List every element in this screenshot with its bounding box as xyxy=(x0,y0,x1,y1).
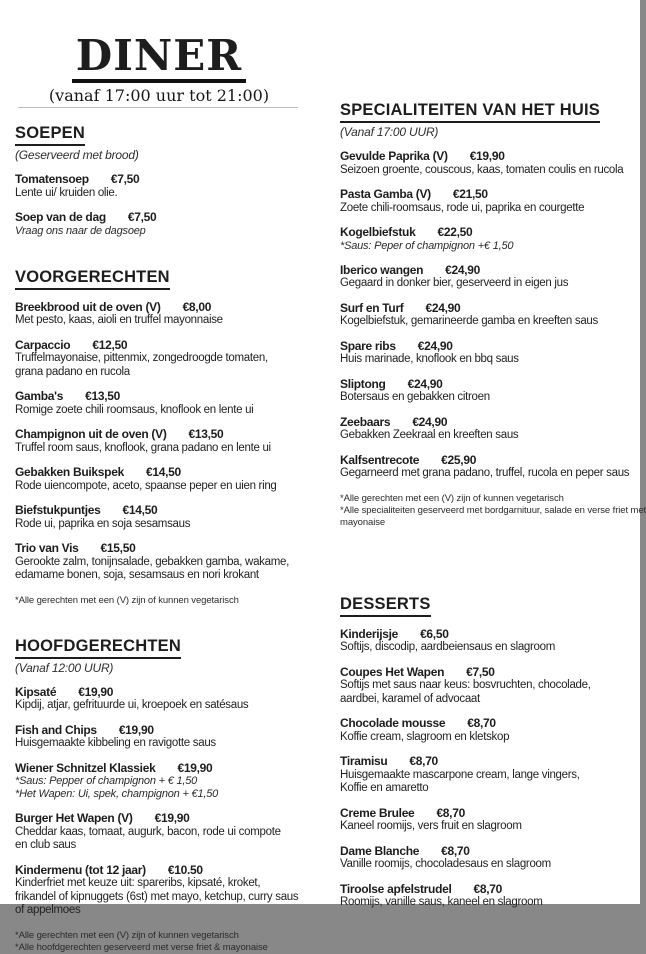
item-title-line xyxy=(15,504,315,518)
menu-item xyxy=(340,666,640,707)
section-heading-text: DESSERTS xyxy=(340,595,431,617)
menu-item xyxy=(340,150,640,177)
item-price: €7,50 xyxy=(127,210,157,224)
item-price: €19,90 xyxy=(177,760,213,775)
item-description-line: Botersaus en gebakken citroen xyxy=(340,391,490,403)
menu-item xyxy=(340,628,640,655)
section-items xyxy=(15,686,315,918)
section-footnote-line: *Alle specialiteiten geserveerd met bordgarnituur, salade en verse friet met xyxy=(340,504,646,516)
item-title-line xyxy=(340,666,640,680)
item-title-line xyxy=(15,864,315,878)
item-title-line xyxy=(340,378,640,392)
item-price: €24,90 xyxy=(417,338,453,353)
item-description-line: Rode uiencompote, aceto, spaanse peper en uien ring xyxy=(15,479,277,492)
menu-section-specialiteiten-van-het-huis xyxy=(340,101,646,529)
menu-item xyxy=(15,466,315,493)
menu-item xyxy=(340,188,640,215)
item-price: €22,50 xyxy=(437,225,473,239)
menu-item xyxy=(340,378,640,405)
item-description-line: Softijs met saus naar keus: bosvruchten, chocolade, xyxy=(340,679,591,691)
item-description-line: Seizoen groente, couscous, kaas, tomaten coulis en rucola xyxy=(340,163,624,176)
item-name: Burger Het Wapen (V) xyxy=(15,811,133,825)
menu-item xyxy=(15,390,315,417)
item-description xyxy=(340,769,640,796)
item-price: €19,90 xyxy=(118,722,154,737)
item-price: €19,90 xyxy=(469,149,505,163)
menu-section-hoofdgerechten xyxy=(15,637,315,954)
item-description-line: of appelmoes xyxy=(15,904,81,916)
item-title-line xyxy=(15,173,315,187)
item-name: Chocolade mousse xyxy=(340,716,446,730)
item-description xyxy=(15,187,315,201)
item-description xyxy=(15,775,315,801)
menu-item xyxy=(15,301,315,328)
item-price: €10.50 xyxy=(167,862,203,877)
menu-item xyxy=(15,339,315,380)
item-note-line: *Saus: Peper of champignon +€ 1,50 xyxy=(340,239,514,252)
section-footnote-line: mayonaise xyxy=(340,516,386,528)
menu-item xyxy=(15,504,315,531)
item-description xyxy=(340,896,640,910)
item-title-line xyxy=(340,302,640,316)
item-title-line xyxy=(340,226,640,240)
page-subtitle: (vanaf 17:00 uur tot 21:00) xyxy=(48,86,270,106)
item-name: Gamba's xyxy=(15,389,64,403)
item-description-line: Kaneel roomijs, vers fruit en slagroom xyxy=(340,820,522,832)
item-description xyxy=(15,352,315,379)
item-name: Biefstukpuntjes xyxy=(15,503,101,517)
section-heading-text: VOORGERECHTEN xyxy=(15,268,170,290)
menu-item xyxy=(340,416,640,443)
menu-item xyxy=(15,724,315,751)
item-price: €8,70 xyxy=(473,881,503,896)
item-description-line: grana padano en rucola xyxy=(15,365,130,378)
item-price: €7,50 xyxy=(466,664,495,679)
item-description-line: Rode ui, paprika en soja sesamsaus xyxy=(15,517,191,530)
item-price: €19,90 xyxy=(78,684,114,699)
item-description-line: Roomijs, vanille saus, kaneel en slagroom xyxy=(340,896,543,908)
menu-item xyxy=(15,864,315,918)
item-title-line xyxy=(340,188,640,202)
item-price: €21,50 xyxy=(452,187,488,201)
item-description-line: edamame bonen, soja, sesamsaus en nori krokant xyxy=(15,569,259,581)
section-items xyxy=(15,301,315,583)
item-description-line: Huis marinade, knoflook en bbq saus xyxy=(340,353,519,365)
item-price: €25,90 xyxy=(441,452,477,467)
section-heading-text: SPECIALITEITEN VAN HET HUIS xyxy=(340,101,600,123)
item-name: Kindermenu (tot 12 jaar) xyxy=(15,862,146,877)
item-price: €8,70 xyxy=(409,754,438,768)
item-description xyxy=(15,225,315,238)
section-items xyxy=(340,150,640,481)
item-description-line: Cheddar kaas, tomaat, augurk, bacon, rode ui compote xyxy=(15,825,281,838)
item-price: €14,50 xyxy=(122,503,158,517)
item-title-line xyxy=(340,340,640,354)
page-title: DINER xyxy=(72,34,246,83)
item-title-line xyxy=(15,762,315,776)
item-name: Tiroolse apfelstrudel xyxy=(340,881,452,896)
section-subheading: (Geserveerd met brood) xyxy=(15,148,139,162)
section-heading-text: HOOFDGERECHTEN xyxy=(15,637,181,659)
item-name: Carpaccio xyxy=(15,337,71,352)
menu-item xyxy=(15,542,315,583)
item-description-line: Gegarneerd met grana padano, truffel, rucola en peper saus xyxy=(340,467,630,479)
item-description xyxy=(340,202,640,216)
item-description xyxy=(340,315,640,329)
item-name: Tomatensoep xyxy=(15,172,89,186)
item-price: €24,90 xyxy=(445,262,481,277)
item-note-line: Vraag ons naar de dagsoep xyxy=(15,224,146,237)
item-description xyxy=(340,164,640,178)
item-price: €6,50 xyxy=(420,626,449,641)
menu-section-desserts xyxy=(340,595,640,910)
item-price: €8,00 xyxy=(182,299,212,314)
item-note-line: *Saus: Pepper of champignon + € 1,50 xyxy=(15,775,198,787)
item-name: Iberico wangen xyxy=(340,262,424,277)
item-price: €8,70 xyxy=(441,843,470,858)
item-name: Spare ribs xyxy=(340,338,396,353)
item-description xyxy=(15,699,315,713)
item-name: Gevulde Paprika (V) xyxy=(340,149,448,163)
item-title-line xyxy=(340,628,640,642)
section-footnotes xyxy=(15,930,315,954)
item-price: €24,90 xyxy=(407,376,443,391)
menu-item xyxy=(15,428,315,455)
menu-item xyxy=(340,226,640,253)
item-description-line: aardbei, karamel of advocaat xyxy=(340,692,480,705)
menu-item xyxy=(340,302,640,329)
item-name: Surf en Turf xyxy=(340,300,404,315)
section-heading xyxy=(340,101,640,123)
item-price: €8,70 xyxy=(436,805,465,820)
section-subheading: (Vanaf 12:00 UUR) xyxy=(15,660,114,675)
item-name: Zeebaars xyxy=(340,414,391,429)
item-name: Soep van de dag xyxy=(15,210,106,224)
item-description-line: Lente ui/ kruiden olie. xyxy=(15,186,118,199)
item-description xyxy=(15,314,315,328)
menu-item xyxy=(15,762,315,802)
item-name: Wiener Schnitzel Klassiek xyxy=(15,760,156,775)
item-description-line: Huisgemaakte kibbeling en ravigotte saus xyxy=(15,737,216,749)
section-heading-text: SOEPEN xyxy=(15,124,85,146)
right-column xyxy=(340,101,646,910)
item-price: €13,50 xyxy=(85,389,121,403)
menu-item xyxy=(340,264,640,291)
menu-item xyxy=(15,812,315,853)
item-title-line xyxy=(15,466,315,480)
item-title-line xyxy=(15,724,315,738)
item-name: Champignon uit de oven (V) xyxy=(15,427,167,441)
menu-item xyxy=(15,211,315,238)
section-footnotes xyxy=(340,492,646,529)
item-title-line xyxy=(340,454,640,468)
item-description xyxy=(340,277,640,291)
item-name: Tiramisu xyxy=(340,754,388,768)
item-description-line: Gerookte zalm, tonijnsalade, gebakken gamba, wakame, xyxy=(15,555,289,568)
item-description xyxy=(15,737,315,751)
item-description-line: Gegaard in donker bier, geserveerd in eigen jus xyxy=(340,277,569,289)
item-title-line xyxy=(15,542,315,556)
item-name: Gebakken Buikspek xyxy=(15,465,124,479)
item-description xyxy=(340,731,640,745)
item-description-line: Romige zoete chili roomsaus, knoflook en lente ui xyxy=(15,403,254,416)
section-footnote-line: *Alle gerechten met een (V) zijn of kunnen vegetarisch xyxy=(15,929,239,941)
menu-item xyxy=(340,755,640,796)
menu-item xyxy=(15,686,315,713)
item-description xyxy=(340,679,640,706)
item-description xyxy=(340,858,640,872)
item-title-line xyxy=(15,339,315,353)
section-heading xyxy=(15,124,315,146)
item-description-line: Zoete chili-roomsaus, rode ui, paprika en courgette xyxy=(340,201,585,214)
item-name: Kogelbiefstuk xyxy=(340,225,416,239)
item-name: Creme Brulee xyxy=(340,805,415,820)
item-price: €7,50 xyxy=(110,172,140,186)
item-name: Kinderijsje xyxy=(340,626,399,641)
section-heading xyxy=(15,637,315,659)
item-description-line: Truffelmayonaise, pittenmix, zongedroogde tomaten, xyxy=(15,352,268,364)
section-subheading: (Vanaf 17:00 UUR) xyxy=(340,125,439,139)
item-title-line xyxy=(15,390,315,404)
item-title-line xyxy=(15,301,315,315)
item-description xyxy=(340,353,640,367)
item-title-line xyxy=(340,150,640,164)
item-description-line: Vanille roomijs, chocoladesaus en slagroom xyxy=(340,858,551,870)
item-description xyxy=(15,877,315,918)
section-heading xyxy=(15,268,315,290)
item-title-line xyxy=(340,807,640,821)
item-title-line xyxy=(15,428,315,442)
item-description-line: Kinderfriet met keuze uit: spareribs, kipsaté, kroket, xyxy=(15,877,261,889)
item-name: Trio van Vis xyxy=(15,541,79,555)
section-footnote-line: *Alle gerechten met een (V) zijn of kunnen vegetarisch xyxy=(340,492,564,504)
item-description-line: Softijs, discodip, aardbeiensaus en slagroom xyxy=(340,641,556,653)
item-description xyxy=(15,480,315,494)
item-description xyxy=(15,556,315,583)
item-price: €24,90 xyxy=(412,414,448,429)
menu-item xyxy=(340,807,640,834)
item-name: Fish and Chips xyxy=(15,722,97,737)
item-title-line xyxy=(340,883,640,897)
menu-section-voorgerechten xyxy=(15,268,315,607)
item-description xyxy=(15,518,315,532)
item-title-line xyxy=(340,416,640,430)
item-name: Pasta Gamba (V) xyxy=(340,187,431,201)
item-description-line: Truffel room saus, knoflook, grana padano en lente ui xyxy=(15,441,271,454)
item-description-line: Kogelbiefstuk, gemarineerde gamba en kreeften saus xyxy=(340,315,598,327)
item-description xyxy=(340,429,640,443)
item-description xyxy=(340,240,640,253)
item-description xyxy=(340,391,640,405)
item-title-line xyxy=(15,211,315,225)
item-title-line xyxy=(15,812,315,826)
item-name: Sliptong xyxy=(340,376,386,391)
item-description xyxy=(15,404,315,418)
item-name: Dame Blanche xyxy=(340,843,420,858)
item-note-line: *Het Wapen: Ui, spek, champignon + €1,50 xyxy=(15,788,219,800)
item-description-line: Met pesto, kaas, aioli en truffel mayonnaise xyxy=(15,314,223,326)
item-name: Kipsaté xyxy=(15,684,57,699)
section-heading xyxy=(340,595,640,617)
section-footnote-line: *Alle hoofdgerechten geserveerd met verse friet & mayonaise xyxy=(15,941,268,953)
item-description xyxy=(340,467,640,481)
section-items xyxy=(15,173,315,238)
menu-item xyxy=(15,173,315,200)
item-description xyxy=(15,826,315,853)
item-description-line: en club saus xyxy=(15,839,76,851)
section-items xyxy=(340,628,640,910)
item-description xyxy=(15,442,315,456)
item-price: €24,90 xyxy=(425,300,461,315)
item-title-line xyxy=(340,264,640,278)
item-price: €12,50 xyxy=(92,337,128,352)
menu-header xyxy=(8,31,310,106)
item-title-line xyxy=(15,686,315,700)
left-column xyxy=(15,124,315,954)
item-description-line: Huisgemaakte mascarpone cream, lange vingers, xyxy=(340,768,580,781)
item-name: Coupes Het Wapen xyxy=(340,664,445,679)
menu-item xyxy=(340,845,640,872)
item-title-line xyxy=(340,845,640,859)
menu-item xyxy=(340,717,640,744)
item-description-line: Koffie cream, slagroom en kletskop xyxy=(340,730,510,743)
item-price: €8,70 xyxy=(467,716,496,730)
item-title-line xyxy=(340,755,640,769)
section-footnote-line: *Alle gerechten met een (V) zijn of kunnen vegetarisch xyxy=(15,594,239,606)
section-footnotes xyxy=(15,595,315,607)
menu-item xyxy=(340,340,640,367)
item-description-line: Gebakken Zeekraal en kreeften saus xyxy=(340,429,519,441)
item-price: €14,50 xyxy=(145,465,181,479)
item-name: Kalfsentrecote xyxy=(340,452,420,467)
item-price: €13,50 xyxy=(188,427,224,441)
item-description xyxy=(340,820,640,834)
item-price: €15,50 xyxy=(100,541,136,555)
item-title-line xyxy=(340,717,640,731)
menu-item xyxy=(340,883,640,910)
item-description xyxy=(340,641,640,655)
item-name: Breekbrood uit de oven (V) xyxy=(15,299,161,314)
menu-section-soepen xyxy=(15,124,315,238)
item-description-line: Koffie en amaretto xyxy=(340,782,429,794)
menu-item xyxy=(340,454,640,481)
header-divider-line xyxy=(18,107,298,108)
item-price: €19,90 xyxy=(154,811,190,825)
item-description-line: frikandel of kipnuggets (6st) met mayo, ketchup, curry saus xyxy=(15,890,299,903)
item-description-line: Kipdij, atjar, gefrituurde ui, kroepoek en satésaus xyxy=(15,699,249,711)
